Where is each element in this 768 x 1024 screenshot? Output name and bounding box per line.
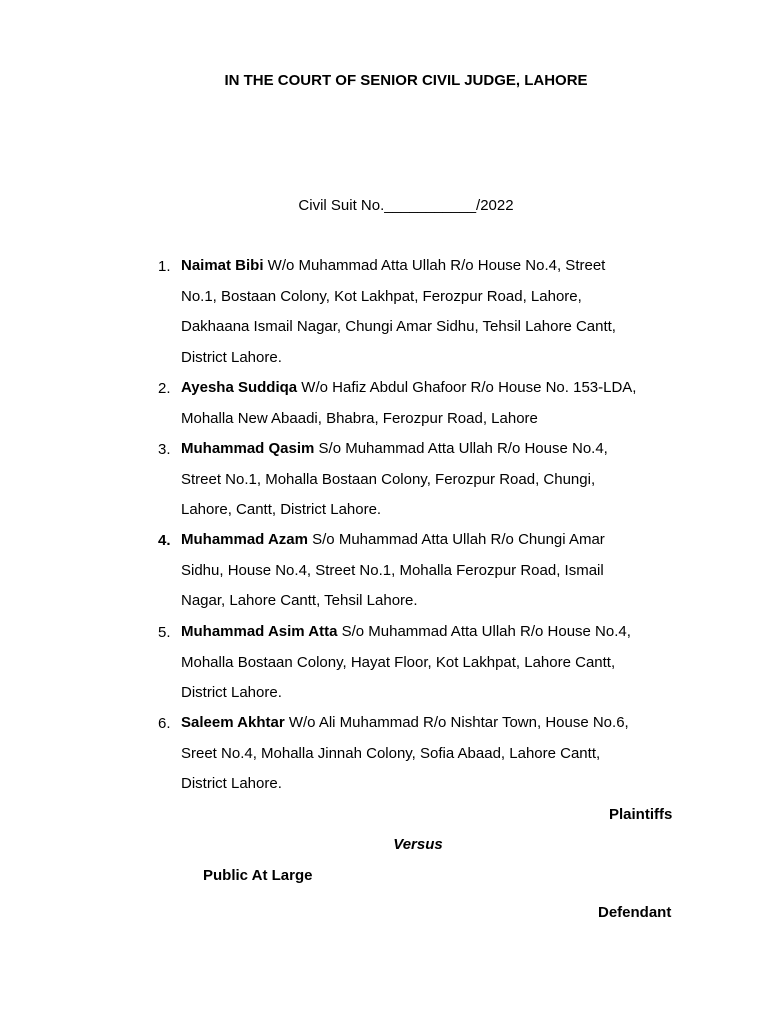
party-details: S/o Muhammad Atta Ullah R/o House No.4,: [337, 623, 631, 640]
party-number: 5.: [158, 624, 171, 641]
party-number: 3.: [158, 441, 171, 458]
party-address-line: Lahore, Cantt, District Lahore.: [181, 501, 382, 518]
party-address-line: District Lahore.: [181, 348, 282, 366]
party-number: 6.: [158, 715, 171, 732]
court-heading: IN THE COURT OF SENIOR CIVIL JUDGE, LAHORE: [224, 72, 588, 89]
party-address-line: No.1, Bostaan Colony, Kot Lakhpat, Ferozpur Road, Lahore,: [181, 287, 582, 305]
party-details: W/o Muhammad Atta Ullah R/o House No.4, Street: [263, 257, 606, 274]
party-address-line: Dakhaana Ismail Nagar, Chungi Amar Sidhu, Tehsil Lahore Cantt,: [181, 318, 616, 335]
defendant-name: Public At Large: [203, 867, 313, 884]
party-details: S/o Muhammad Atta Ullah R/o House No.4,: [314, 440, 608, 457]
party-address-line: Nagar, Lahore Cantt, Tehsil Lahore.: [181, 592, 418, 609]
party-name: Ayesha Suddiqa: [181, 379, 298, 396]
versus-label: Versus: [393, 836, 443, 853]
party-name: Saleem Akhtar: [181, 714, 285, 731]
party-address-line: District Lahore.: [181, 684, 282, 701]
party-name: Muhammad Qasim: [181, 440, 315, 457]
party-number: 1.: [158, 258, 171, 275]
party-address-line: District Lahore.: [181, 775, 282, 792]
party-address-line: Street No.1, Mohalla Bostaan Colony, Ferozpur Road, Chungi,: [181, 470, 596, 488]
plaintiffs-label: Plaintiffs: [609, 806, 673, 823]
party-name: Muhammad Azam: [181, 531, 308, 548]
party-address-line: Sreet No.4, Mohalla Jinnah Colony, Sofia Abaad, Lahore Cantt,: [181, 744, 601, 762]
party-details: W/o Ali Muhammad R/o Nishtar Town, House No.6,: [284, 714, 629, 731]
party-name: Muhammad Asim Atta: [181, 623, 338, 640]
party-number: 4.: [158, 532, 171, 549]
party-number: 2.: [158, 380, 171, 397]
party-address-line: Sidhu, House No.4, Street No.1, Mohalla Ferozpur Road, Ismail: [181, 561, 604, 579]
defendant-label: Defendant: [598, 904, 672, 921]
party-address-line: Mohalla New Abaadi, Bhabra, Ferozpur Road, Lahore: [181, 409, 538, 427]
party-details: S/o Muhammad Atta Ullah R/o Chungi Amar: [307, 531, 605, 548]
civil-suit-number: Civil Suit No.___________/2022: [298, 197, 514, 214]
party-details: W/o Hafiz Abdul Ghafoor R/o House No. 153-LDA,: [297, 379, 637, 396]
party-name: Naimat Bibi: [181, 257, 264, 274]
party-address-line: Mohalla Bostaan Colony, Hayat Floor, Kot Lakhpat, Lahore Cantt,: [181, 653, 616, 671]
